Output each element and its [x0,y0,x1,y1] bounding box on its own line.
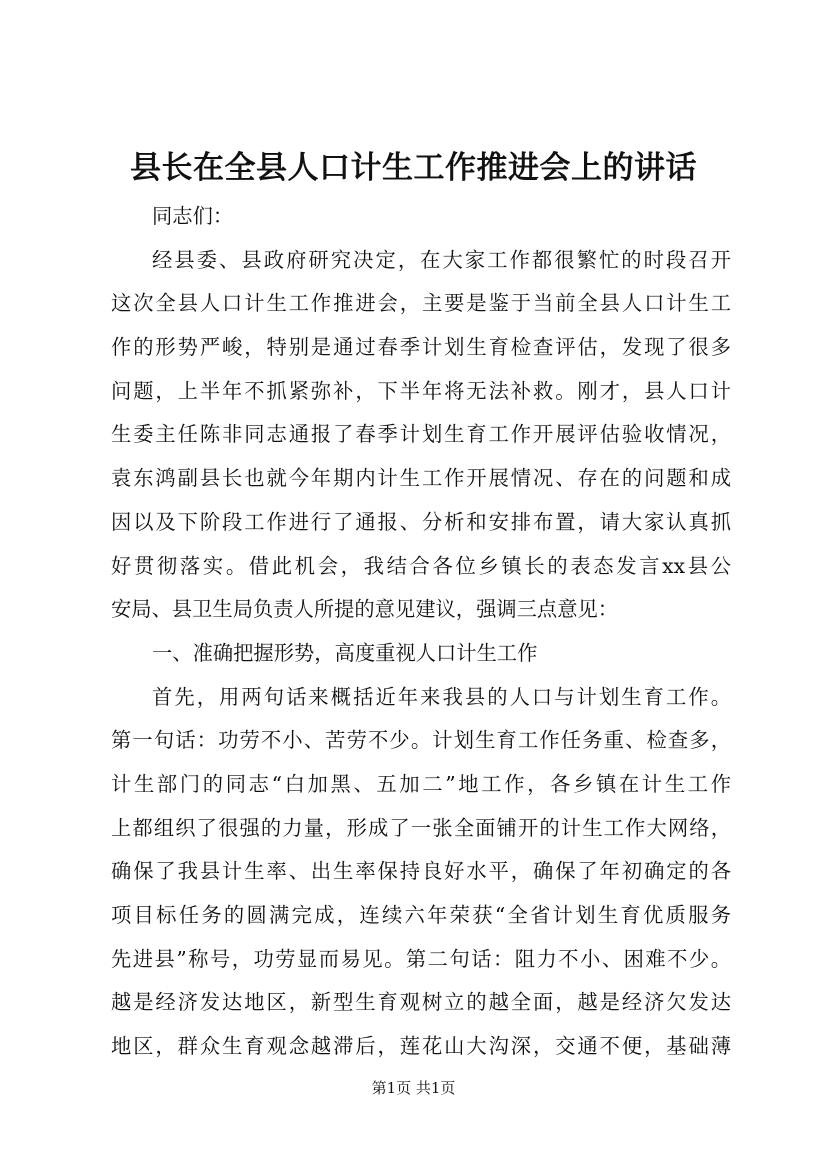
salutation-line: 同志们： [152,204,234,228]
paragraph-line: 安局、县卫生局负责人所提的意见建议，强调三点意见： [111,597,619,622]
paragraph-line: 袁东鸿副县长也就今年期内计生工作开展情况、存在的问题和成 [111,466,731,491]
paragraph-line: 首先，用两句话来概括近年来我县的人口与计划生育工作。 [152,684,731,709]
paragraph-line: 因以及下阶段工作进行了通报、分析和安排布置，请大家认真抓 [111,509,731,534]
paragraph-line: 好贯彻落实。借此机会，我结合各位乡镇长的表态发言xx县公 [111,553,731,578]
paragraph-line: 地区，群众生育观念越滞后，莲花山大沟深，交通不便，基础薄 [111,1034,731,1059]
paragraph-line: 问题，上半年不抓紧弥补，下半年将无法补救。刚才，县人口计 [111,378,731,403]
paragraph-line: 作的形势严峻，特别是通过春季计划生育检查评估，发现了很多 [111,335,731,360]
paragraph-line: 第一句话：功劳不小、苦劳不少。计划生育工作任务重、检查多， [111,728,731,753]
paragraph-line: 生委主任陈非同志通报了春季计划生育工作开展评估验收情况， [111,422,731,447]
paragraph-line: 确保了我县计生率、出生率保持良好水平，确保了年初确定的各 [111,859,731,884]
paragraph-line: 上都组织了很强的力量，形成了一张全面铺开的计生工作大网络， [111,815,731,840]
paragraph-line: 计生部门的同志“白加黑、五加二”地工作，各乡镇在计生工作 [111,771,731,796]
paragraph-line: 项目标任务的圆满完成，连续六年荣获“全省计划生育优质服务 [111,903,731,927]
page-footer: 第1页 共1页 [371,1079,456,1097]
paragraph-line: 经县委、县政府研究决定，在大家工作都很繁忙的时段召开 [152,247,731,272]
document-body [111,195,731,1069]
paragraph-line: 越是经济发达地区，新型生育观树立的越全面，越是经济欠发达 [111,990,731,1015]
paragraph-line: 先进县”称号，功劳显而易见。第二句话：阻力不小、困难不少。 [111,946,731,971]
section-heading: 一、准确把握形势，高度重视人口计生工作 [152,640,538,665]
paragraph-line: 这次全县人口计生工作推进会，主要是鉴于当前全县人口计生工 [111,291,731,316]
document-title: 县长在全县人口计生工作推进会上的讲话 [130,150,697,186]
